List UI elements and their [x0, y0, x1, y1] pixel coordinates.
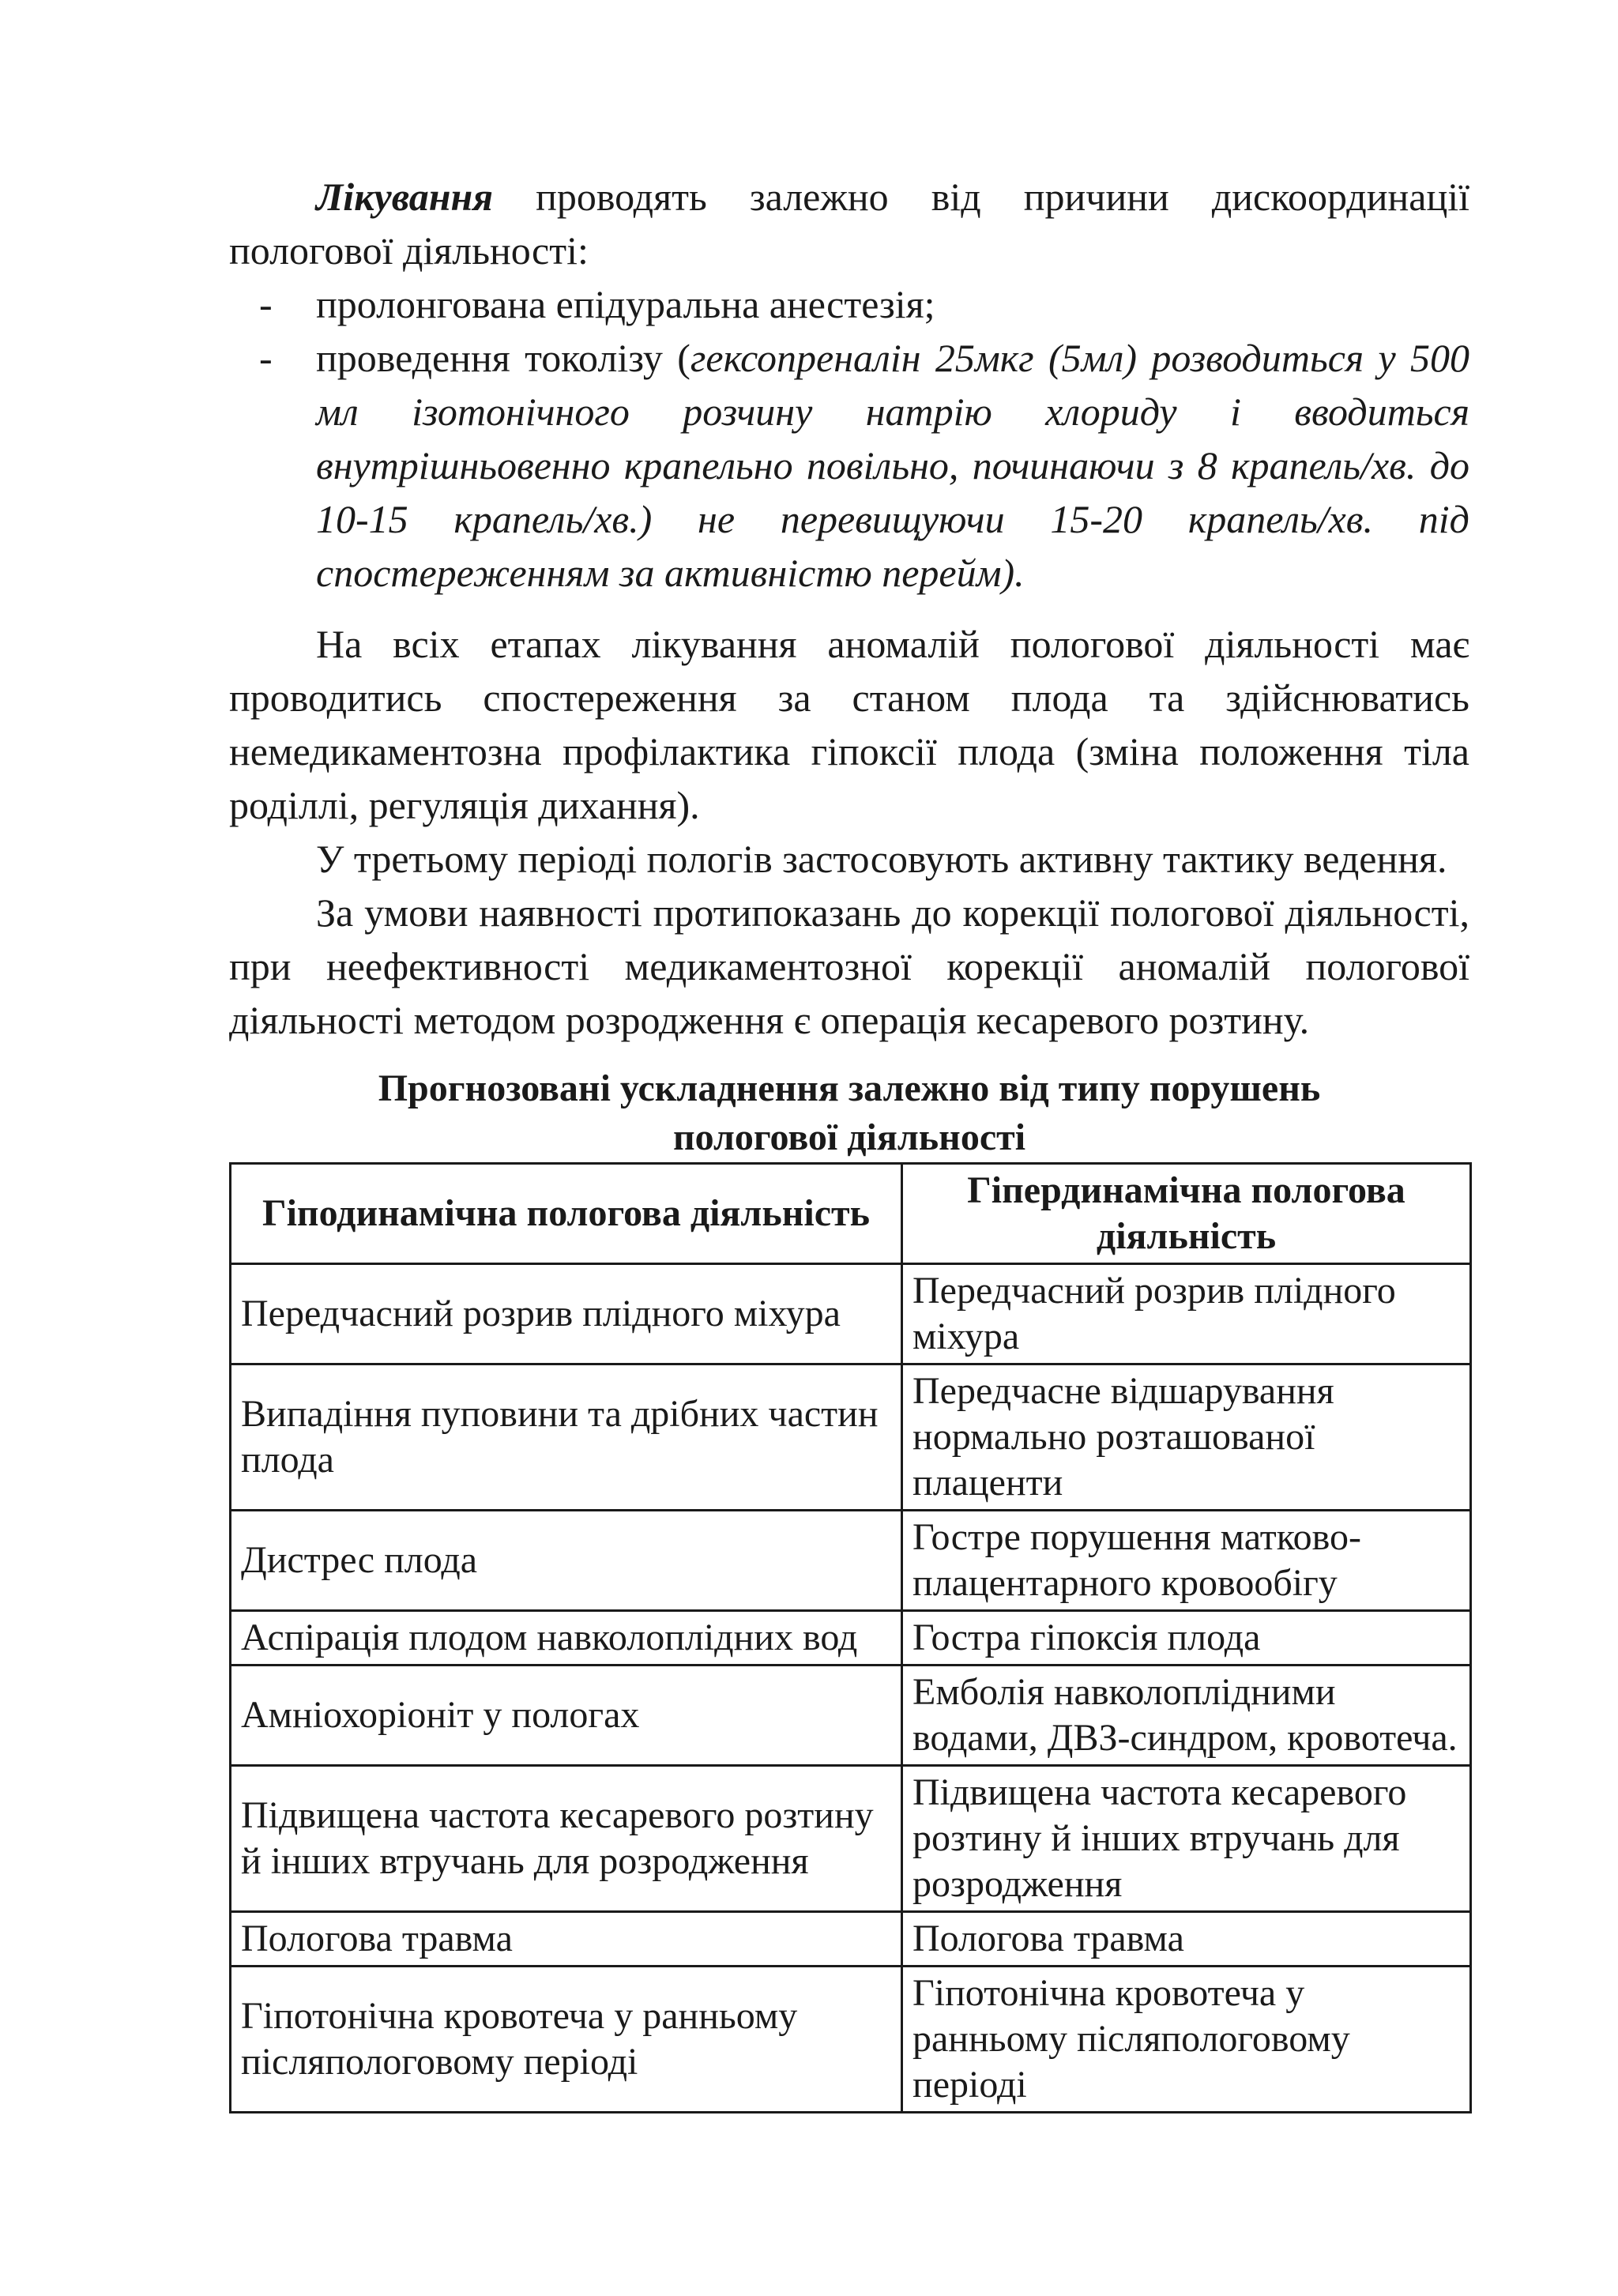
table-row — [231, 1967, 1471, 2113]
list-item-text: пролонгована епідуральна анестезія; — [316, 282, 935, 326]
table-cell: Амніохоріоніт у пологах — [231, 1666, 902, 1766]
table-cell: Аспірація плодом навколоплідних вод — [231, 1611, 902, 1666]
table-cell: Передчасний розрив плідного міхура — [231, 1264, 902, 1364]
table-row — [231, 1611, 1471, 1666]
treatment-paragraph — [229, 170, 1469, 277]
list-dash: - — [259, 282, 273, 326]
table-cell: Гіпотонічна кровотеча у ранньому післяпологовому періоді — [231, 1967, 902, 2113]
table-row — [231, 1666, 1471, 1766]
list-item — [229, 331, 1469, 600]
list-item-italic: гексопреналін 25мкг (5мл) розводиться у 500 мл ізотонічного розчину натрію хлориду і вводиться внутрішньовенно крапельно повільно, починаючи з 8 крапель/хв. до 10-15 крапель/хв. — [316, 336, 1469, 541]
table-cell: Підвищена частота кесаревого розтину й інших втручань для розродження — [231, 1766, 902, 1912]
table-cell: Випадіння пуповини та дрібних частин плода — [231, 1364, 902, 1511]
list-item-text: проведення токолізу ( — [316, 336, 690, 380]
table-cell: Передчасний розрив плідного міхура — [902, 1264, 1471, 1364]
table-row — [231, 1766, 1471, 1912]
table-cell: Пологова травма — [902, 1912, 1471, 1967]
table-header-row — [231, 1164, 1471, 1264]
table-cell: Передчасне відшарування нормально розташованої плаценти — [902, 1364, 1471, 1511]
third-stage-paragraph: У третьому періоді пологів застосовують активну тактику ведення. — [316, 837, 1447, 881]
table-cell: Гостре порушення матково-плацентарного кровообігу — [902, 1511, 1471, 1611]
table-title — [229, 1064, 1469, 1162]
document-page — [229, 170, 1469, 2113]
table-title-line-1: Прогнозовані ускладнення залежно від типу порушень — [378, 1067, 1321, 1109]
table-cell: Дистрес плода — [231, 1511, 902, 1611]
table-cell: Емболія навколоплідними водами, ДВЗ-синдром, кровотеча. — [902, 1666, 1471, 1766]
table-cell: Гіпотонічна кровотеча у ранньому післяпологовому періоді — [902, 1967, 1471, 2113]
list-item-tail: ) не перевищуючи 15-20 крапель/хв. під спостереженням за активністю перейм). — [316, 497, 1469, 595]
list-item — [229, 277, 1469, 331]
monitoring-paragraph: На всіх етапах лікування аномалій пологової діяльності має проводитись спостереження за станом плода та здійснюватись немедикаментозна профілактика гіпоксії плода (зміна положення тіла роділлі, регуляція дихання). — [229, 622, 1469, 827]
table-cell: Підвищена частота кесаревого розтину й інших втручань для розродження — [902, 1766, 1471, 1912]
table-cell: Пологова травма — [231, 1912, 902, 1967]
cesarean-paragraph: За умови наявності протипоказань до корекції пологової діяльності, при неефективності медикаментозної корекції аномалій пологової діяльності методом розродження є операція кесаревого розтину. — [229, 890, 1469, 1042]
table-row — [231, 1912, 1471, 1967]
treatment-lead: Лікування — [316, 175, 493, 219]
table-row — [231, 1264, 1471, 1364]
header-hypodynamic: Гіподинамічна пологова діяльність — [231, 1164, 902, 1264]
header-hyperdynamic: Гіпердинамічна пологова діяльність — [902, 1164, 1471, 1264]
table-cell: Гостра гіпоксія плода — [902, 1611, 1471, 1666]
treatment-text: проводять залежно від причини дискоординації пологової діяльності: — [229, 175, 1469, 273]
table-row — [231, 1364, 1471, 1511]
treatment-list — [229, 277, 1469, 600]
list-dash: - — [259, 336, 273, 380]
table-row — [231, 1511, 1471, 1611]
table-title-line-2: пологової діяльності — [672, 1116, 1026, 1158]
complications-table — [229, 1162, 1472, 2113]
